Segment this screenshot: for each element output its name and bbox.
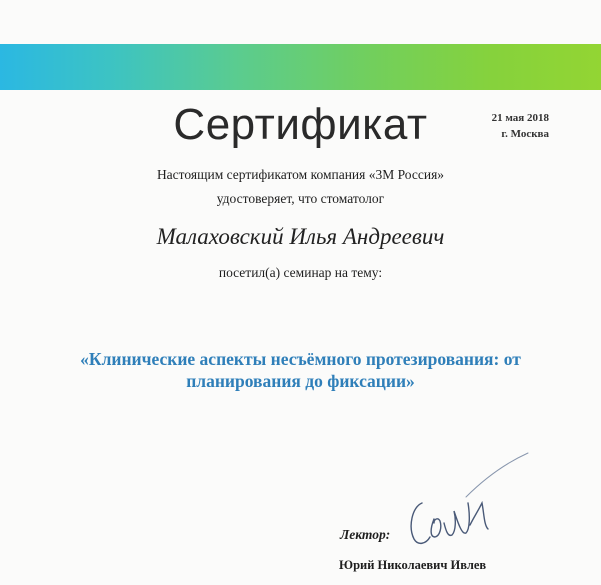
- topic-line-1: «Клинические аспекты несъёмного протезирования: от: [80, 349, 521, 369]
- certificate-title: Сертификат: [173, 100, 428, 149]
- seminar-topic: [40, 348, 561, 392]
- header-gradient-band: [0, 44, 601, 90]
- intro-line-1: Настоящим сертификатом компания «3М Россия»: [156, 167, 445, 182]
- certificate-city: г. Москва: [501, 128, 549, 140]
- certificate-date: 21 мая 2018: [491, 112, 549, 124]
- signature-icon: [400, 445, 540, 555]
- visited-seminar-text: посетил(а) семинар на тему:: [218, 265, 383, 280]
- topic-line-2: планирования до фиксации»: [186, 371, 415, 391]
- recipient-name: Малаховский Илья Андреевич: [156, 224, 445, 249]
- lector-name: Юрий Николаевич Ивлев: [339, 558, 487, 572]
- date-location: [492, 110, 549, 142]
- intro-text: [0, 163, 601, 211]
- lector-label: Лектор:: [340, 527, 391, 542]
- intro-line-2: удостоверяет, что стоматолог: [216, 191, 385, 206]
